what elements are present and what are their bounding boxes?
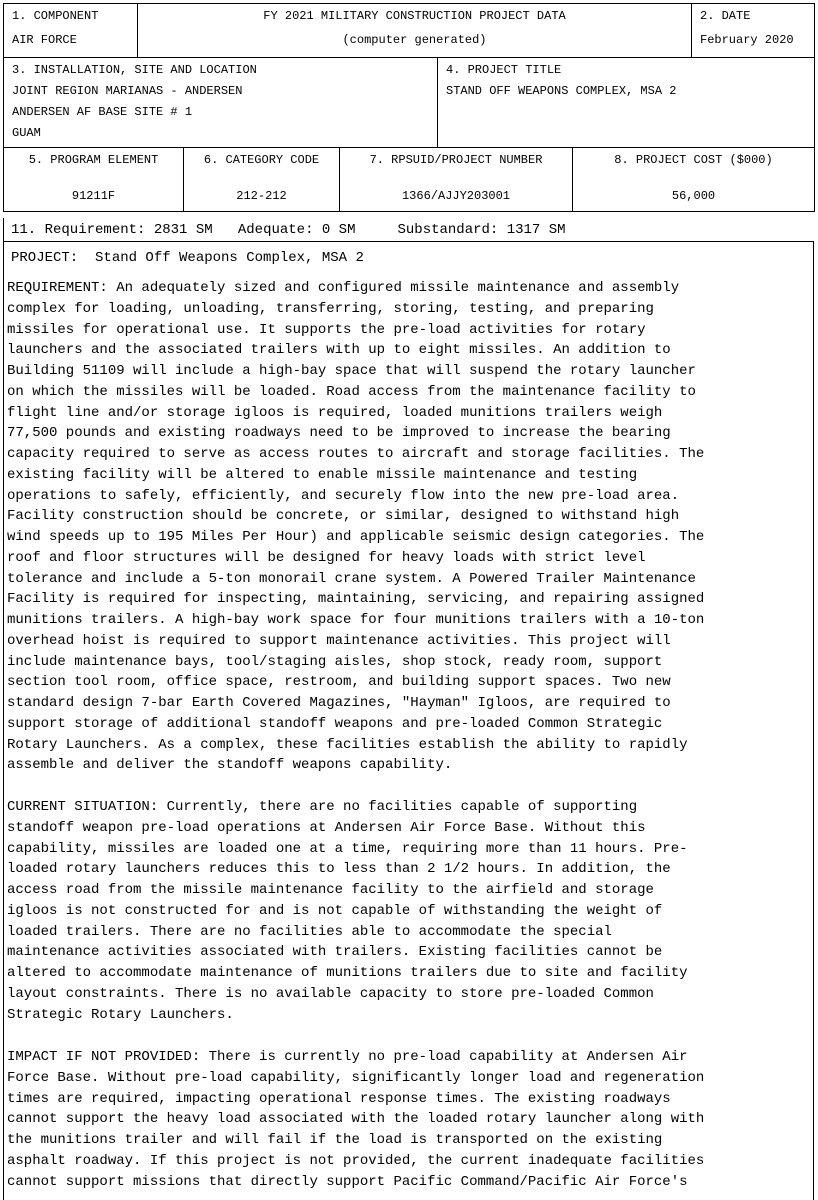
installation-label: 3. INSTALLATION, SITE AND LOCATION bbox=[12, 63, 257, 77]
requirement-text-line: munitions trailers. A high-bay work space for four munitions trailers with a 10-ton bbox=[7, 612, 705, 628]
requirement-text-line: Facility construction should be concrete, or similar, designed to withstand high bbox=[7, 508, 680, 525]
impact-text-line: cannot support missions that directly support Pacific Command/Pacific Air Force's bbox=[7, 1173, 688, 1190]
requirement-text-line: roof and floor structures will be designed for heavy loads with strict level bbox=[7, 549, 646, 566]
current-situation-text-line: access road from the missile maintenance facility to the airfield and storage bbox=[7, 882, 654, 898]
requirement-text-line: Rotary Launchers. As a complex, these facilities establish the ability to rapidly bbox=[7, 736, 688, 753]
requirement-text-line: 77,500 pounds and existing roadways need to be improved to increase the bearing bbox=[7, 425, 671, 442]
requirement-text-line: capacity required to serve as access routes to aircraft and storage facilities. The bbox=[7, 446, 705, 462]
installation-line-3: GUAM bbox=[12, 126, 41, 140]
date-label: 2. DATE bbox=[700, 9, 751, 23]
impact-section bbox=[7, 1047, 807, 1192]
program-element-label: 5. PROGRAM ELEMENT bbox=[28, 153, 159, 167]
requirement-text-line: flight line and/or storage igloos is required, loaded munitions trailers weigh bbox=[7, 404, 663, 421]
installation-table bbox=[3, 57, 815, 148]
component-cell bbox=[4, 4, 138, 58]
rpsuid-value: 1366/AJJY203001 bbox=[401, 189, 511, 203]
project-data-form bbox=[3, 3, 814, 212]
date-cell bbox=[692, 4, 815, 58]
current-situation-text-line: altered to accommodate maintenance of munitions trailers due to site and facility bbox=[7, 965, 688, 981]
requirement-text-line: section tool room, office space, restroom, and building support spaces. Two new bbox=[7, 674, 671, 691]
requirement-text-line: include maintenance bays, tool/staging aisles, shop stock, ready room, support bbox=[7, 653, 663, 670]
current-situation-text-line: standoff weapon pre-load operations at Andersen Air Force Base. Without this bbox=[7, 819, 646, 836]
header-table bbox=[3, 3, 815, 58]
narrative-body bbox=[3, 242, 814, 1200]
requirement-text-line: operations to safely, efficiently, and securely flow into the new pre-load area. bbox=[7, 487, 680, 504]
current-situation-text-line: Strategic Rotary Launchers. bbox=[7, 1006, 234, 1023]
current-situation-text-line: layout constraints. There is no available capacity to store pre-loaded Common bbox=[7, 985, 654, 1002]
project-cost-label: 8. PROJECT COST ($000) bbox=[614, 153, 773, 167]
impact-text-line: cannot support the heavy load associated with the loaded rotary launcher along with bbox=[7, 1111, 705, 1128]
requirement-section bbox=[7, 278, 807, 776]
current-situation-text-line: CURRENT SITUATION: Currently, there are no facilities capable of supporting bbox=[7, 799, 638, 815]
requirement-text-line: Building 51109 will include a high-bay space that will suspend the rotary launcher bbox=[7, 363, 696, 379]
project-cost-cell bbox=[573, 148, 815, 212]
current-situation-section bbox=[7, 797, 807, 1025]
requirement-text-line: existing facility will be altered to enable missile maintenance and testing bbox=[7, 466, 638, 483]
project-cost-value: 56,000 bbox=[671, 189, 716, 203]
form-title: FY 2021 MILITARY CONSTRUCTION PROJECT DATA bbox=[263, 9, 566, 23]
current-situation-text-line: maintenance activities associated with trailers. Existing facilities cannot be bbox=[7, 944, 663, 961]
requirement-text-line: Facility is required for inspecting, maintaining, servicing, and repairing assigned bbox=[7, 591, 705, 608]
current-situation-text-line: igloos is not constructed for and is not capable of withstanding the weight of bbox=[7, 902, 663, 919]
requirement-text-line: support storage of additional standoff weapons and pre-loaded Common Strategic bbox=[7, 715, 663, 732]
requirement-text-line: missiles for operational use. It supports the pre-load activities for rotary bbox=[7, 321, 646, 338]
requirement-text-line: wind speeds up to 195 Miles Per Hour) and applicable seismic design categories. The bbox=[7, 529, 705, 545]
requirement-text-line: complex for loading, unloading, transferring, storing, testing, and preparing bbox=[7, 300, 654, 317]
rpsuid-cell bbox=[340, 148, 573, 212]
project-title-value: STAND OFF WEAPONS COMPLEX, MSA 2 bbox=[446, 84, 677, 98]
project-title-label: 4. PROJECT TITLE bbox=[446, 63, 562, 77]
component-label: 1. COMPONENT bbox=[12, 9, 99, 23]
rpsuid-label: 7. RPSUID/PROJECT NUMBER bbox=[369, 153, 543, 167]
requirement-total: 11. Requirement: 2831 SM bbox=[11, 222, 213, 238]
adequate-total: Adequate: 0 SM bbox=[237, 222, 356, 238]
category-code-cell bbox=[184, 148, 340, 212]
title-cell bbox=[138, 4, 692, 58]
category-code-label: 6. CATEGORY CODE bbox=[203, 153, 320, 167]
requirement-text-line: launchers and the associated trailers with up to eight missiles. An addition to bbox=[7, 342, 671, 359]
requirement-summary-row bbox=[3, 218, 814, 242]
category-code-value: 212-212 bbox=[236, 189, 287, 203]
impact-text-line: asphalt roadway. If this project is not provided, the current inadequate facilities bbox=[7, 1152, 705, 1169]
project-title-cell bbox=[438, 58, 815, 148]
requirement-text-line: standard design 7-bar Earth Covered Magazines, "Hayman" Igloos, are required to bbox=[7, 695, 671, 711]
impact-text-line: the munitions trailer and will fail if the load is transported on the existing bbox=[7, 1132, 663, 1148]
project-line: PROJECT: Stand Off Weapons Complex, MSA 2 bbox=[11, 250, 364, 266]
requirement-text-line: REQUIREMENT: An adequately sized and configured missile maintenance and assembly bbox=[7, 280, 680, 296]
substandard-total: Substandard: 1317 SM bbox=[397, 222, 566, 238]
program-table bbox=[3, 147, 815, 212]
program-element-cell bbox=[4, 148, 184, 212]
form-subtitle: (computer generated) bbox=[342, 33, 487, 47]
impact-text-line: IMPACT IF NOT PROVIDED: There is currently no pre-load capability at Andersen Air bbox=[7, 1049, 688, 1065]
requirement-text-line: overhead hoist is required to support maintenance activities. This project will bbox=[7, 632, 671, 649]
impact-text-line: times are required, impacting operational response times. The existing roadways bbox=[7, 1090, 671, 1107]
requirement-text-line: on which the missiles will be loaded. Road access from the maintenance facility to bbox=[7, 383, 696, 400]
installation-cell bbox=[4, 58, 438, 148]
program-element-value: 91211F bbox=[71, 189, 116, 203]
requirement-text-line: tolerance and include a 5-ton monorail crane system. A Powered Trailer Maintenance bbox=[7, 570, 696, 587]
current-situation-text-line: loaded rotary launchers reduces this to less than 2 1/2 hours. In addition, the bbox=[7, 861, 671, 878]
current-situation-text-line: capability, missiles are loaded one at a time, requiring more than 11 hours. Pre- bbox=[7, 840, 688, 857]
installation-line-2: ANDERSEN AF BASE SITE # 1 bbox=[12, 105, 193, 119]
impact-text-line: Force Base. Without pre-load capability, significantly longer load and regeneration bbox=[7, 1069, 705, 1086]
requirement-text-line: assemble and deliver the standoff weapons capability. bbox=[7, 757, 453, 774]
component-value: AIR FORCE bbox=[12, 33, 77, 47]
current-situation-text-line: loaded trailers. There are no facilities able to accommodate the special bbox=[7, 923, 612, 940]
installation-line-1: JOINT REGION MARIANAS - ANDERSEN bbox=[12, 84, 243, 98]
date-value: February 2020 bbox=[700, 33, 794, 47]
